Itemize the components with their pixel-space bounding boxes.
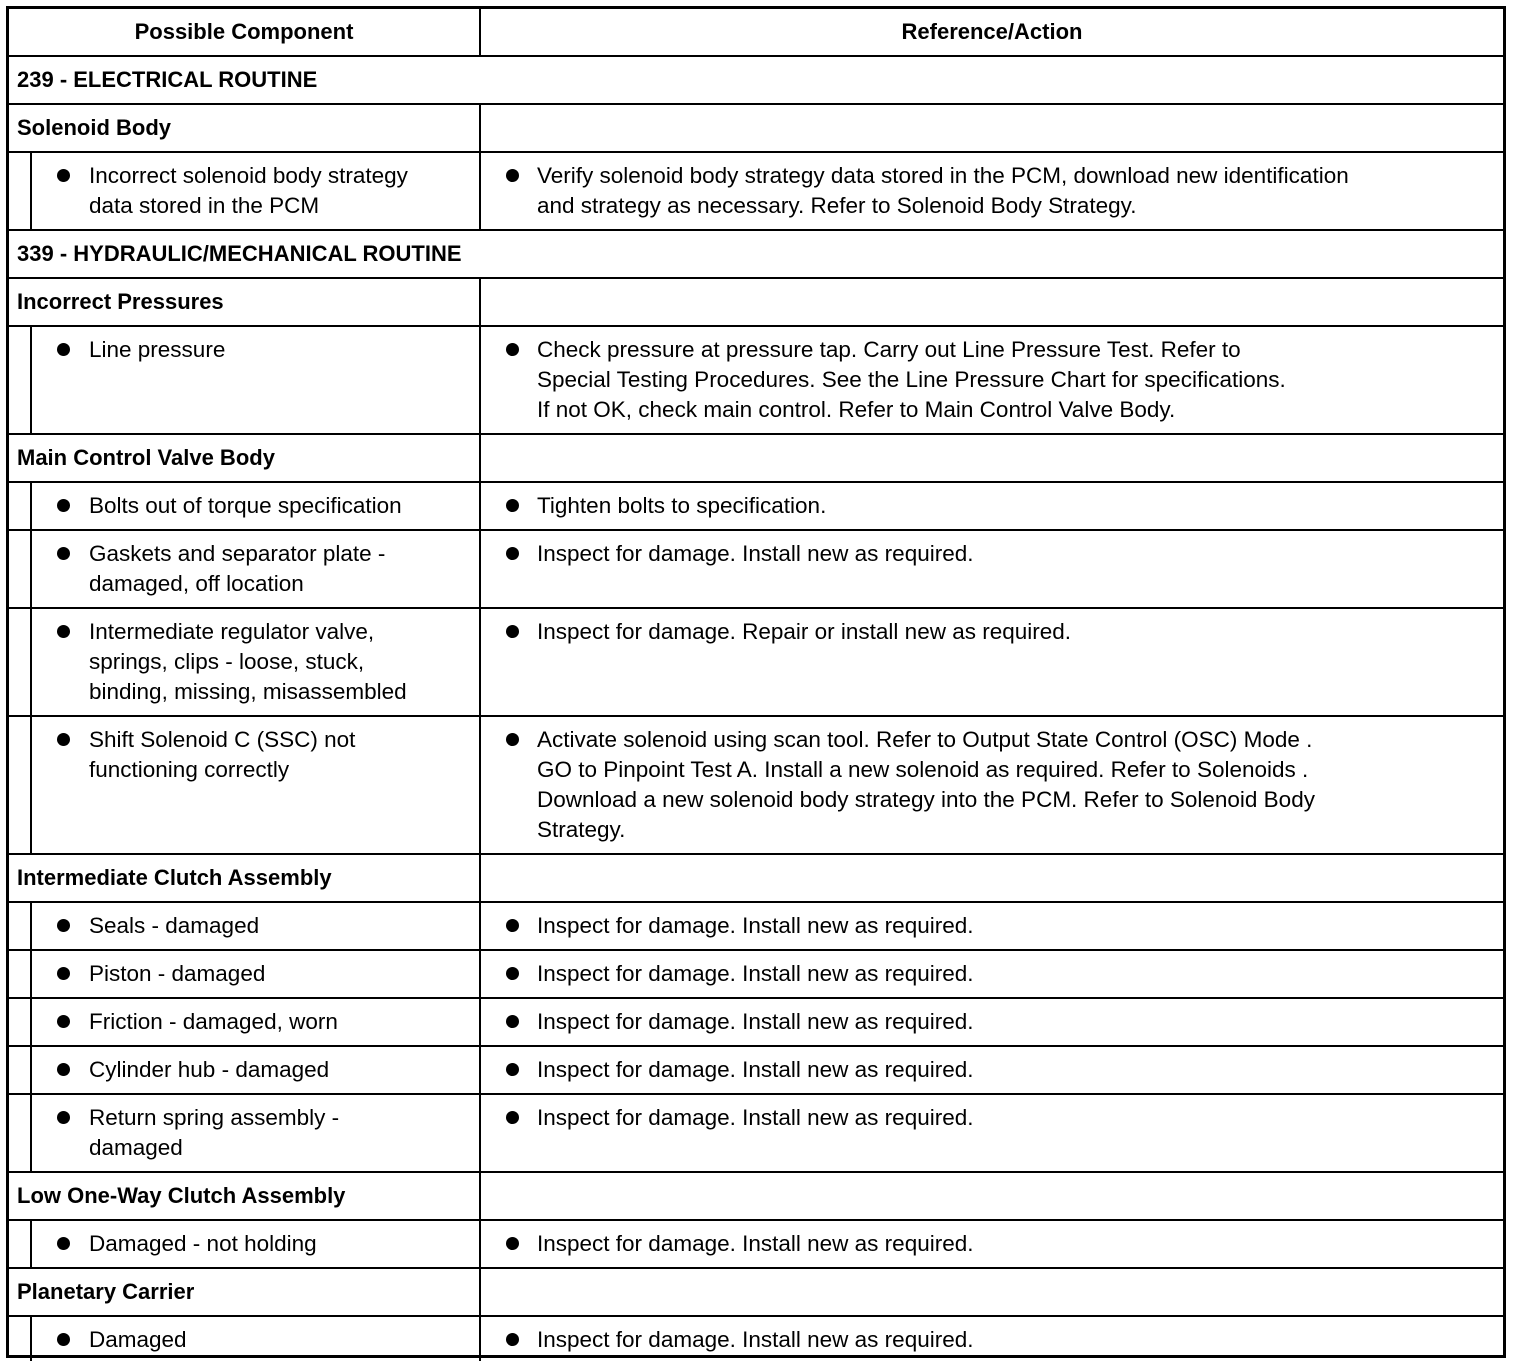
bullet-icon — [57, 343, 70, 356]
group-row — [9, 279, 1503, 327]
bullet-icon — [57, 499, 70, 512]
bullet-icon — [57, 1333, 70, 1346]
column-divider — [479, 951, 481, 997]
bullet-icon — [57, 967, 70, 980]
action-text: Verify solenoid body strategy data stored in the PCM, download new identification and strategy as necessary. Refer to Solenoid Body Strategy. — [537, 163, 1349, 218]
bullet-icon — [57, 919, 70, 932]
bullet-icon — [506, 169, 519, 182]
component-text: Seals - damaged — [89, 913, 260, 938]
bullet-icon — [57, 1015, 70, 1028]
bullet-icon — [57, 625, 70, 638]
action-text: Inspect for damage. Repair or install new as required. — [537, 619, 1072, 644]
action-text: Inspect for damage. Install new as required. — [537, 541, 974, 566]
component-text: Damaged - not holding — [89, 1231, 317, 1256]
group-title: Planetary Carrier — [17, 1279, 195, 1304]
indent-divider — [30, 999, 32, 1045]
indent-divider — [30, 1317, 32, 1361]
column-divider — [479, 1269, 481, 1315]
diagnostic-table — [6, 6, 1506, 1358]
bullet-icon — [506, 499, 519, 512]
component-text: Incorrect solenoid body strategy data stored in the PCM — [89, 163, 408, 218]
indent-divider — [30, 1047, 32, 1093]
column-divider — [479, 903, 481, 949]
table-row — [9, 327, 1503, 435]
bullet-icon — [506, 1063, 519, 1076]
action-text: Inspect for damage. Install new as required. — [537, 1231, 974, 1256]
indent-divider — [30, 531, 32, 607]
component-text: Intermediate regulator valve, springs, clips - loose, stuck, binding, missing, misassembled — [89, 619, 407, 704]
group-row — [9, 1269, 1503, 1317]
component-text: Cylinder hub - damaged — [89, 1057, 330, 1082]
bullet-icon — [57, 733, 70, 746]
action-text: Inspect for damage. Install new as required. — [537, 1009, 974, 1034]
indent-divider — [30, 483, 32, 529]
section-row — [9, 231, 1503, 279]
indent-divider — [30, 951, 32, 997]
column-divider — [479, 1095, 481, 1171]
group-title: Incorrect Pressures — [17, 289, 224, 314]
section-row — [9, 57, 1503, 105]
component-text: Gaskets and separator plate - damaged, off location — [89, 541, 386, 596]
table-row — [9, 1047, 1503, 1095]
section-title: 339 - HYDRAULIC/MECHANICAL ROUTINE — [17, 241, 462, 266]
column-divider — [479, 327, 481, 433]
action-text: Tighten bolts to specification. — [537, 493, 827, 518]
bullet-icon — [57, 1063, 70, 1076]
bullet-icon — [506, 343, 519, 356]
bullet-icon — [506, 1237, 519, 1250]
action-text: Inspect for damage. Install new as required. — [537, 913, 974, 938]
indent-divider — [30, 327, 32, 433]
section-title: 239 - ELECTRICAL ROUTINE — [17, 67, 318, 92]
group-row — [9, 855, 1503, 903]
indent-divider — [30, 153, 32, 229]
table-row — [9, 153, 1503, 231]
bullet-icon — [506, 1333, 519, 1346]
column-header-action: Reference/Action — [901, 19, 1083, 44]
column-divider — [479, 1047, 481, 1093]
table-row — [9, 717, 1503, 855]
indent-divider — [30, 609, 32, 715]
component-text: Return spring assembly - damaged — [89, 1105, 340, 1160]
group-row — [9, 105, 1503, 153]
action-text: Inspect for damage. Install new as required. — [537, 961, 974, 986]
column-divider — [479, 1221, 481, 1267]
table-row — [9, 609, 1503, 717]
component-text: Shift Solenoid C (SSC) not functioning correctly — [89, 727, 356, 782]
table-row — [9, 1221, 1503, 1269]
column-divider — [479, 435, 481, 481]
table-row — [9, 1317, 1503, 1361]
group-title: Intermediate Clutch Assembly — [17, 865, 332, 890]
action-text: Inspect for damage. Install new as required. — [537, 1057, 974, 1082]
table-row — [9, 951, 1503, 999]
column-header-component: Possible Component — [134, 19, 354, 44]
indent-divider — [30, 1221, 32, 1267]
component-text: Piston - damaged — [89, 961, 266, 986]
table-row — [9, 1095, 1503, 1173]
column-divider — [479, 153, 481, 229]
bullet-icon — [506, 625, 519, 638]
bullet-icon — [57, 169, 70, 182]
column-divider — [479, 531, 481, 607]
action-text: Check pressure at pressure tap. Carry out Line Pressure Test. Refer to Special Testing Procedures. See the Line Pressure Chart for specifications. If not OK, check main control. Refer to Main Control Valve Body. — [537, 337, 1286, 422]
column-divider — [479, 105, 481, 151]
bullet-icon — [506, 967, 519, 980]
bullet-icon — [506, 547, 519, 560]
component-text: Damaged — [89, 1327, 187, 1352]
component-text: Line pressure — [89, 337, 226, 362]
bullet-icon — [57, 1237, 70, 1250]
action-text: Activate solenoid using scan tool. Refer to Output State Control (OSC) Mode . GO to Pinpoint Test A. Install a new solenoid as required. Refer to Solenoids . Download a new solenoid body strategy into the PCM. Refer to Solenoid Body Strategy. — [537, 727, 1315, 842]
column-divider — [479, 717, 481, 853]
group-title: Low One-Way Clutch Assembly — [17, 1183, 346, 1208]
column-divider — [479, 609, 481, 715]
action-text: Inspect for damage. Install new as required. — [537, 1327, 974, 1352]
bullet-icon — [57, 1111, 70, 1124]
group-row — [9, 1173, 1503, 1221]
group-title: Main Control Valve Body — [17, 445, 275, 470]
group-row — [9, 435, 1503, 483]
component-text: Bolts out of torque specification — [89, 493, 402, 518]
bullet-icon — [506, 1111, 519, 1124]
column-divider — [479, 855, 481, 901]
column-divider — [479, 1317, 481, 1361]
table-row — [9, 483, 1503, 531]
bullet-icon — [506, 919, 519, 932]
table-row — [9, 903, 1503, 951]
table-row — [9, 999, 1503, 1047]
column-divider — [479, 999, 481, 1045]
table-header — [9, 9, 1503, 57]
bullet-icon — [506, 733, 519, 746]
component-text: Friction - damaged, worn — [89, 1009, 338, 1034]
group-title: Solenoid Body — [17, 115, 171, 140]
indent-divider — [30, 903, 32, 949]
table-row — [9, 531, 1503, 609]
bullet-icon — [506, 1015, 519, 1028]
column-divider — [479, 1173, 481, 1219]
column-divider — [479, 483, 481, 529]
bullet-icon — [57, 547, 70, 560]
column-divider — [479, 279, 481, 325]
action-text: Inspect for damage. Install new as required. — [537, 1105, 974, 1130]
indent-divider — [30, 717, 32, 853]
indent-divider — [30, 1095, 32, 1171]
